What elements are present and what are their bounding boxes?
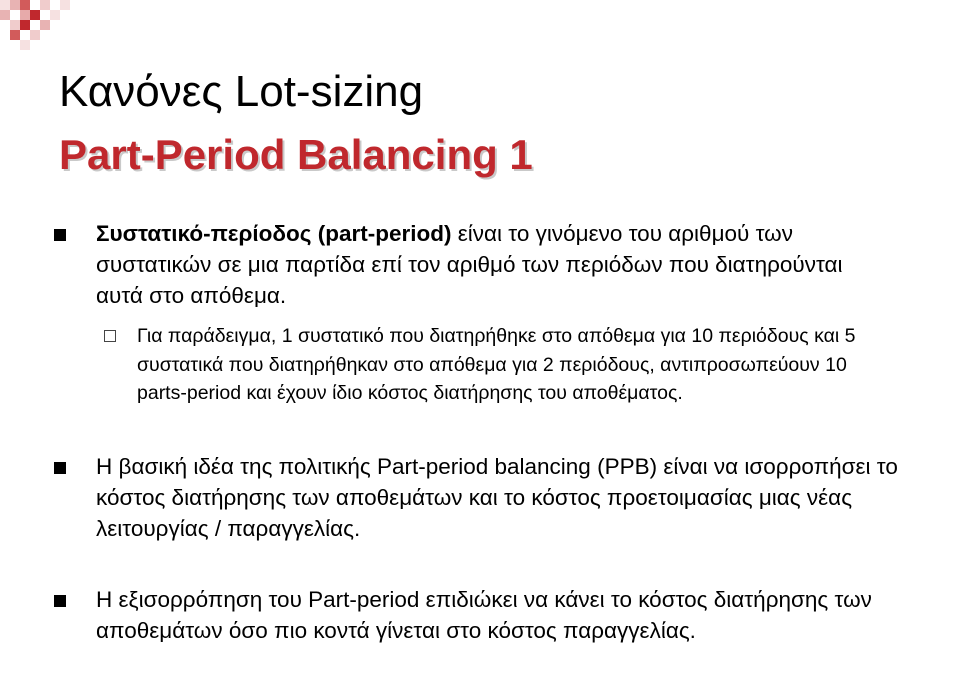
bullet-text: είναι το γινόμενο του αριθμού των συστατικών σε μια παρτίδα επί τον αριθμό των περιόδων που διατηρούνται αυτά στο απόθεμα. <box>96 221 843 308</box>
corner-decoration <box>0 0 90 70</box>
square-bullet-icon <box>54 462 66 474</box>
bullet-part-period-definition <box>96 218 856 311</box>
hollow-square-bullet-icon <box>104 330 116 342</box>
square-bullet-icon <box>54 595 66 607</box>
sub-bullet-example <box>137 322 897 408</box>
bullet-balancing-goal <box>96 584 926 646</box>
slide-subtitle: Part-Period Balancing 1 <box>59 131 533 178</box>
bullet-bold-lead: Συστατικό-περίοδος (part-period) <box>96 221 452 246</box>
bullet-text: Η βασική ιδέα της πολιτικής Part-period balancing (PPB) είναι να ισορροπήσει το κόστος διατήρησης των αποθεμάτων και το κόστος προετοιμασίας μιας νέας λειτουργίας / παραγγελίας. <box>96 454 898 541</box>
bullet-ppb-idea <box>96 451 926 544</box>
slide-title: Κανόνες Lot-sizing <box>59 67 424 116</box>
square-bullet-icon <box>54 229 66 241</box>
bullet-text: Η εξισορρόπηση του Part-period επιδιώκει να κάνει το κόστος διατήρησης των αποθεμάτων όσο πιο κοντά γίνεται στο κόστος παραγγελίας. <box>96 587 872 643</box>
sub-bullet-text: Για παράδειγμα, 1 συστατικό που διατηρήθηκε στο απόθεμα για 10 περιόδους και 5 συστατικά που διατηρήθηκαν στο απόθεμα για 2 περιόδους, αντιπροσωπεύουν 10 parts-period και έχουν ίδιο κόστος διατήρησης του αποθέματος. <box>137 325 856 404</box>
